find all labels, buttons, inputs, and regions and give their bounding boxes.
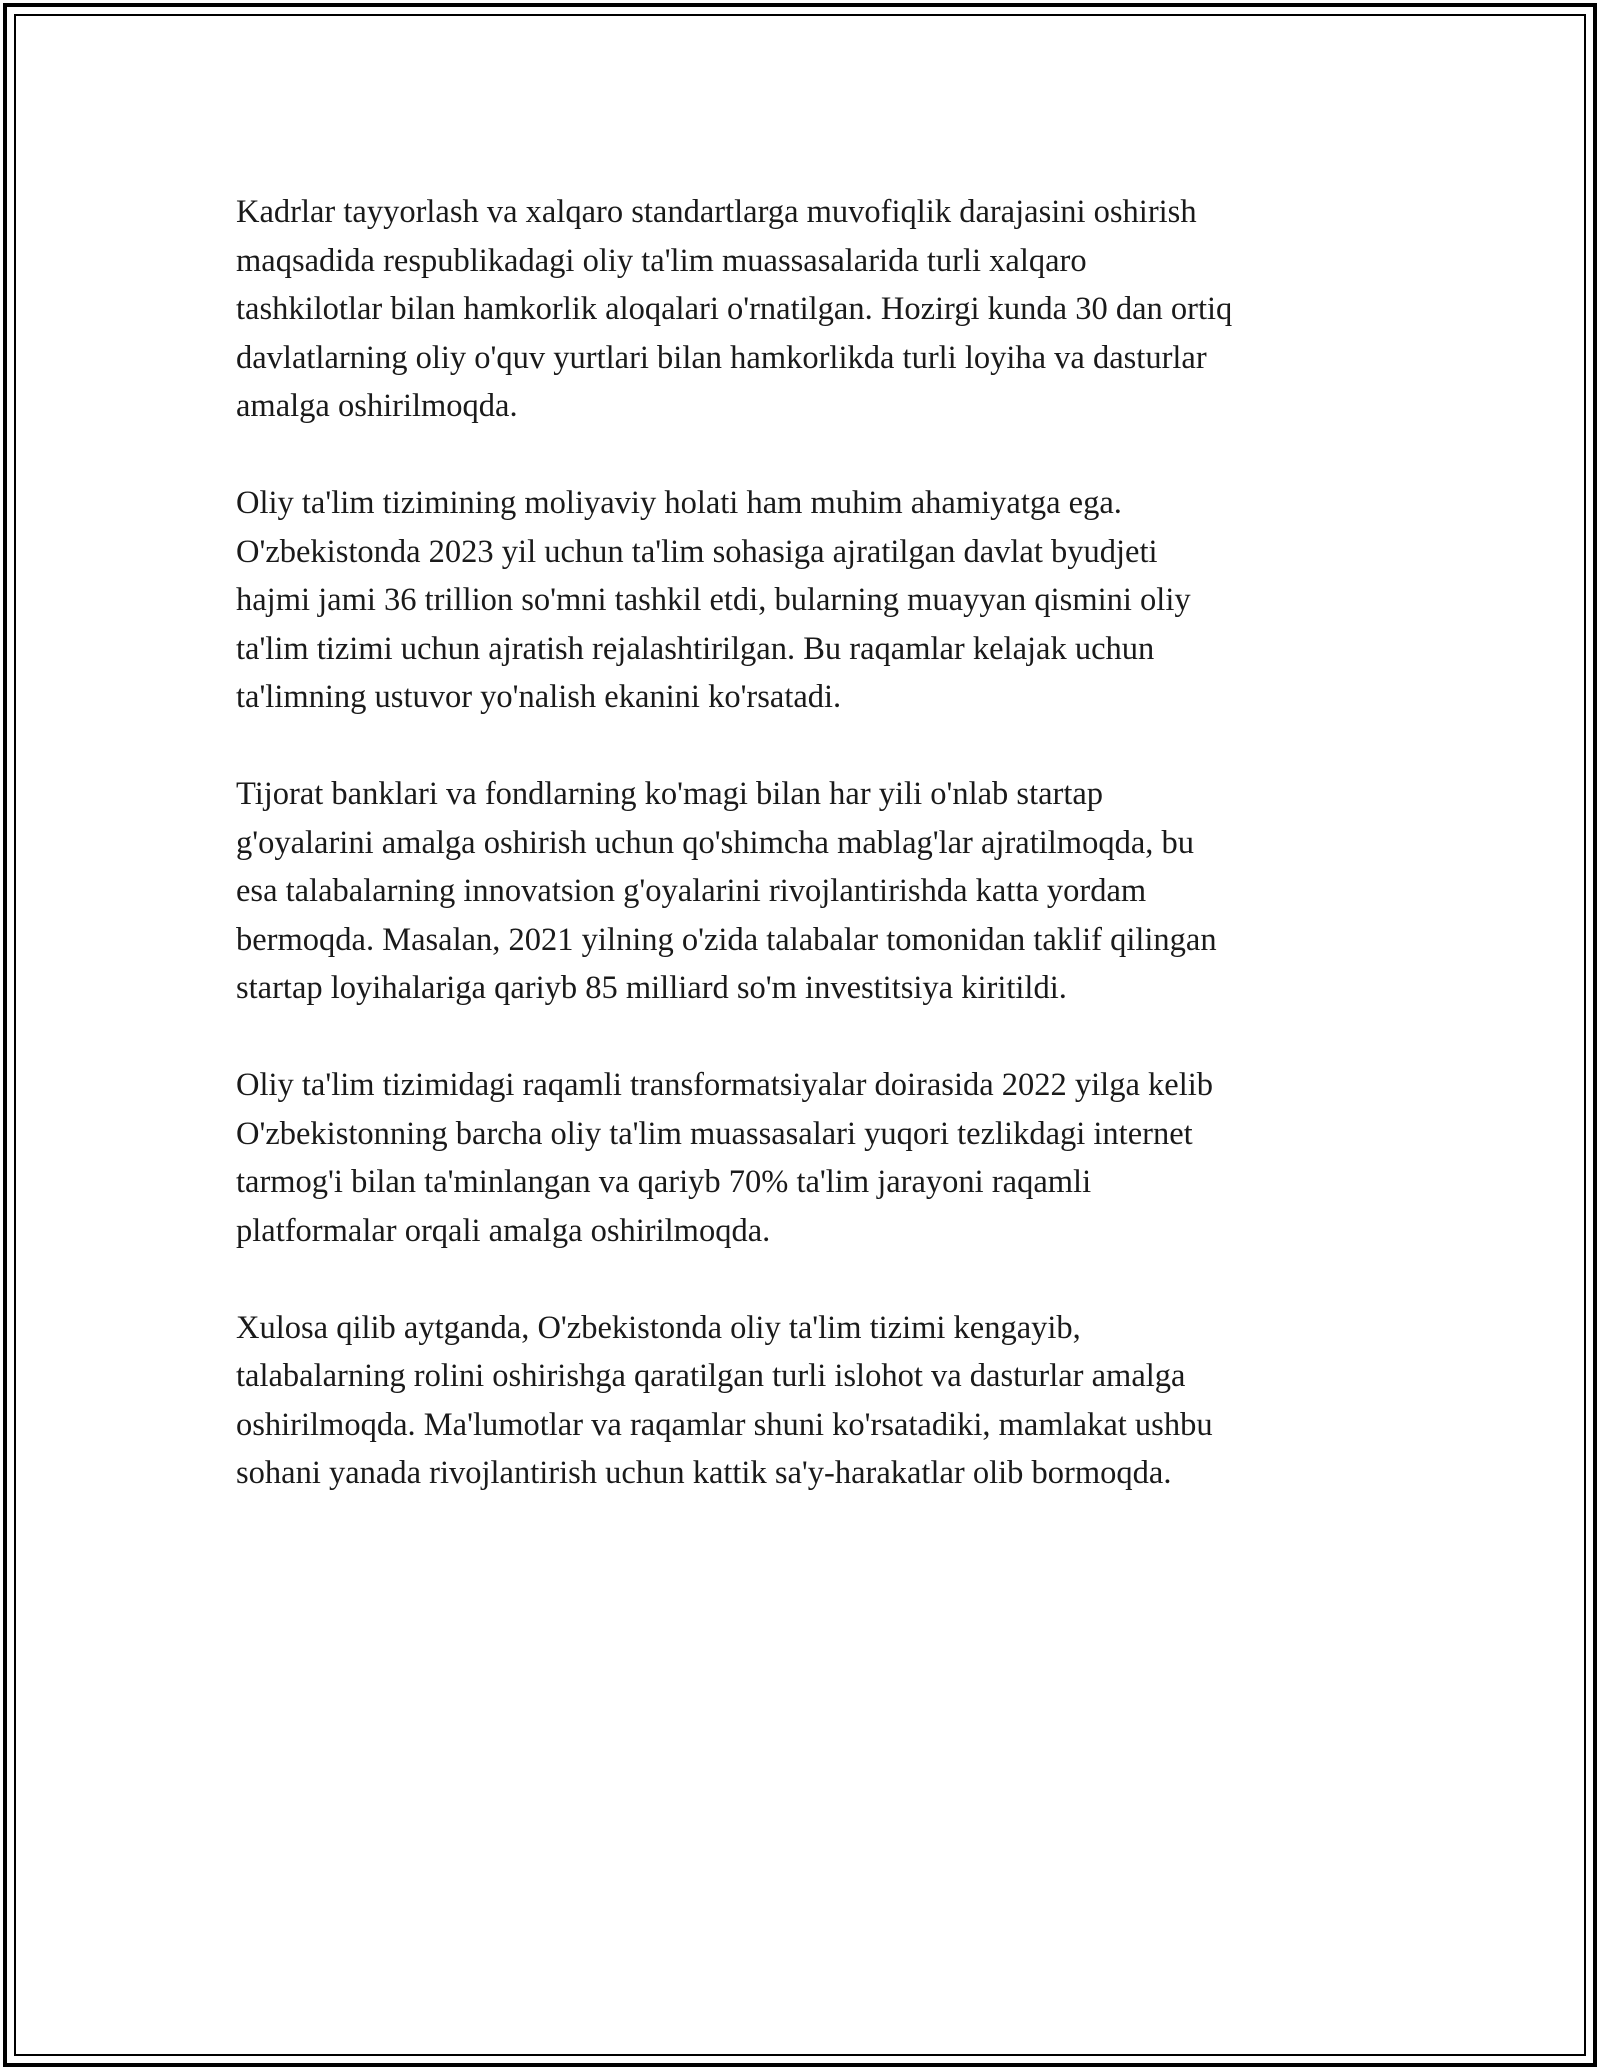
text-line: davlatlarning oliy o'quv yurtlari bilan hamkorlikda turli loyiha va dasturlar xyxy=(236,339,1207,376)
text-line: tarmog'i bilan ta'minlangan va qariyb 70% ta'lim jarayoni raqamli xyxy=(236,1164,1092,1200)
text-line: maqsadida respublikadagi oliy ta'lim muassasalarida turli xalqaro xyxy=(236,242,1087,279)
text-line: startap loyihalariga qariyb 85 milliard so'm investitsiya kiritildi. xyxy=(236,970,1067,1006)
paragraph-financial-state xyxy=(236,479,1366,722)
text-line: talabalarning rolini oshirishga qaratilgan turli islohot va dasturlar amalga xyxy=(236,1358,1186,1394)
text-line: hajmi jami 36 trillion so'mni tashkil etdi, bularning muayyan qismini oliy xyxy=(236,582,1191,618)
text-line: Oliy ta'lim tizimining moliyaviy holati ham muhim ahamiyatga ega. xyxy=(236,485,1122,521)
text-line: tashkilotlar bilan hamkorlik aloqalari o'rnatilgan. Hozirgi kunda 30 dan ortiq xyxy=(236,291,1233,327)
text-line: O'zbekistonning barcha oliy ta'lim muassasalari yuqori tezlikdagi internet xyxy=(236,1115,1193,1152)
paragraph-startup-funding xyxy=(236,770,1366,1013)
paragraph-international-cooperation xyxy=(236,188,1366,431)
text-line: ta'limning ustuvor yo'nalish ekanini ko'rsatadi. xyxy=(236,679,842,715)
text-line: esa talabalarning innovatsion g'oyalarini rivojlantirishda katta yordam xyxy=(236,873,1147,909)
paragraph-conclusion xyxy=(236,1304,1366,1498)
text-line: ta'lim tizimi uchun ajratish rejalashtirilgan. Bu raqamlar kelajak uchun xyxy=(236,630,1155,667)
text-line: bermoqda. Masalan, 2021 yilning o'zida talabalar tomonidan taklif qilingan xyxy=(236,921,1217,958)
text-line: platformalar orqali amalga oshirilmoqda. xyxy=(236,1212,771,1249)
text-line: Oliy ta'lim tizimidagi raqamli transformatsiyalar doirasida 2022 yilga kelib xyxy=(236,1067,1213,1103)
text-line: Tijorat banklari va fondlarning ko'magi bilan har yili o'nlab startap xyxy=(236,776,1104,812)
text-line: amalga oshirilmoqda. xyxy=(236,388,518,424)
paragraph-digital-transformation xyxy=(236,1061,1366,1255)
text-line: sohani yanada rivojlantirish uchun kattik sa'y-harakatlar olib bormoqda. xyxy=(236,1455,1172,1491)
text-line: Kadrlar tayyorlash va xalqaro standartlarga muvofiqlik darajasini oshirish xyxy=(236,194,1197,230)
text-line: O'zbekistonda 2023 yil uchun ta'lim sohasiga ajratilgan davlat byudjeti xyxy=(236,533,1158,570)
text-line: oshirilmoqda. Ma'lumotlar va raqamlar shuni ko'rsatadiki, mamlakat ushbu xyxy=(236,1406,1213,1443)
document-body xyxy=(236,188,1366,1546)
text-line: Xulosa qilib aytganda, O'zbekistonda oliy ta'lim tizimi kengayib, xyxy=(236,1309,1081,1346)
text-line: g'oyalarini amalga oshirish uchun qo'shimcha mablag'lar ajratilmoqda, bu xyxy=(236,824,1195,861)
